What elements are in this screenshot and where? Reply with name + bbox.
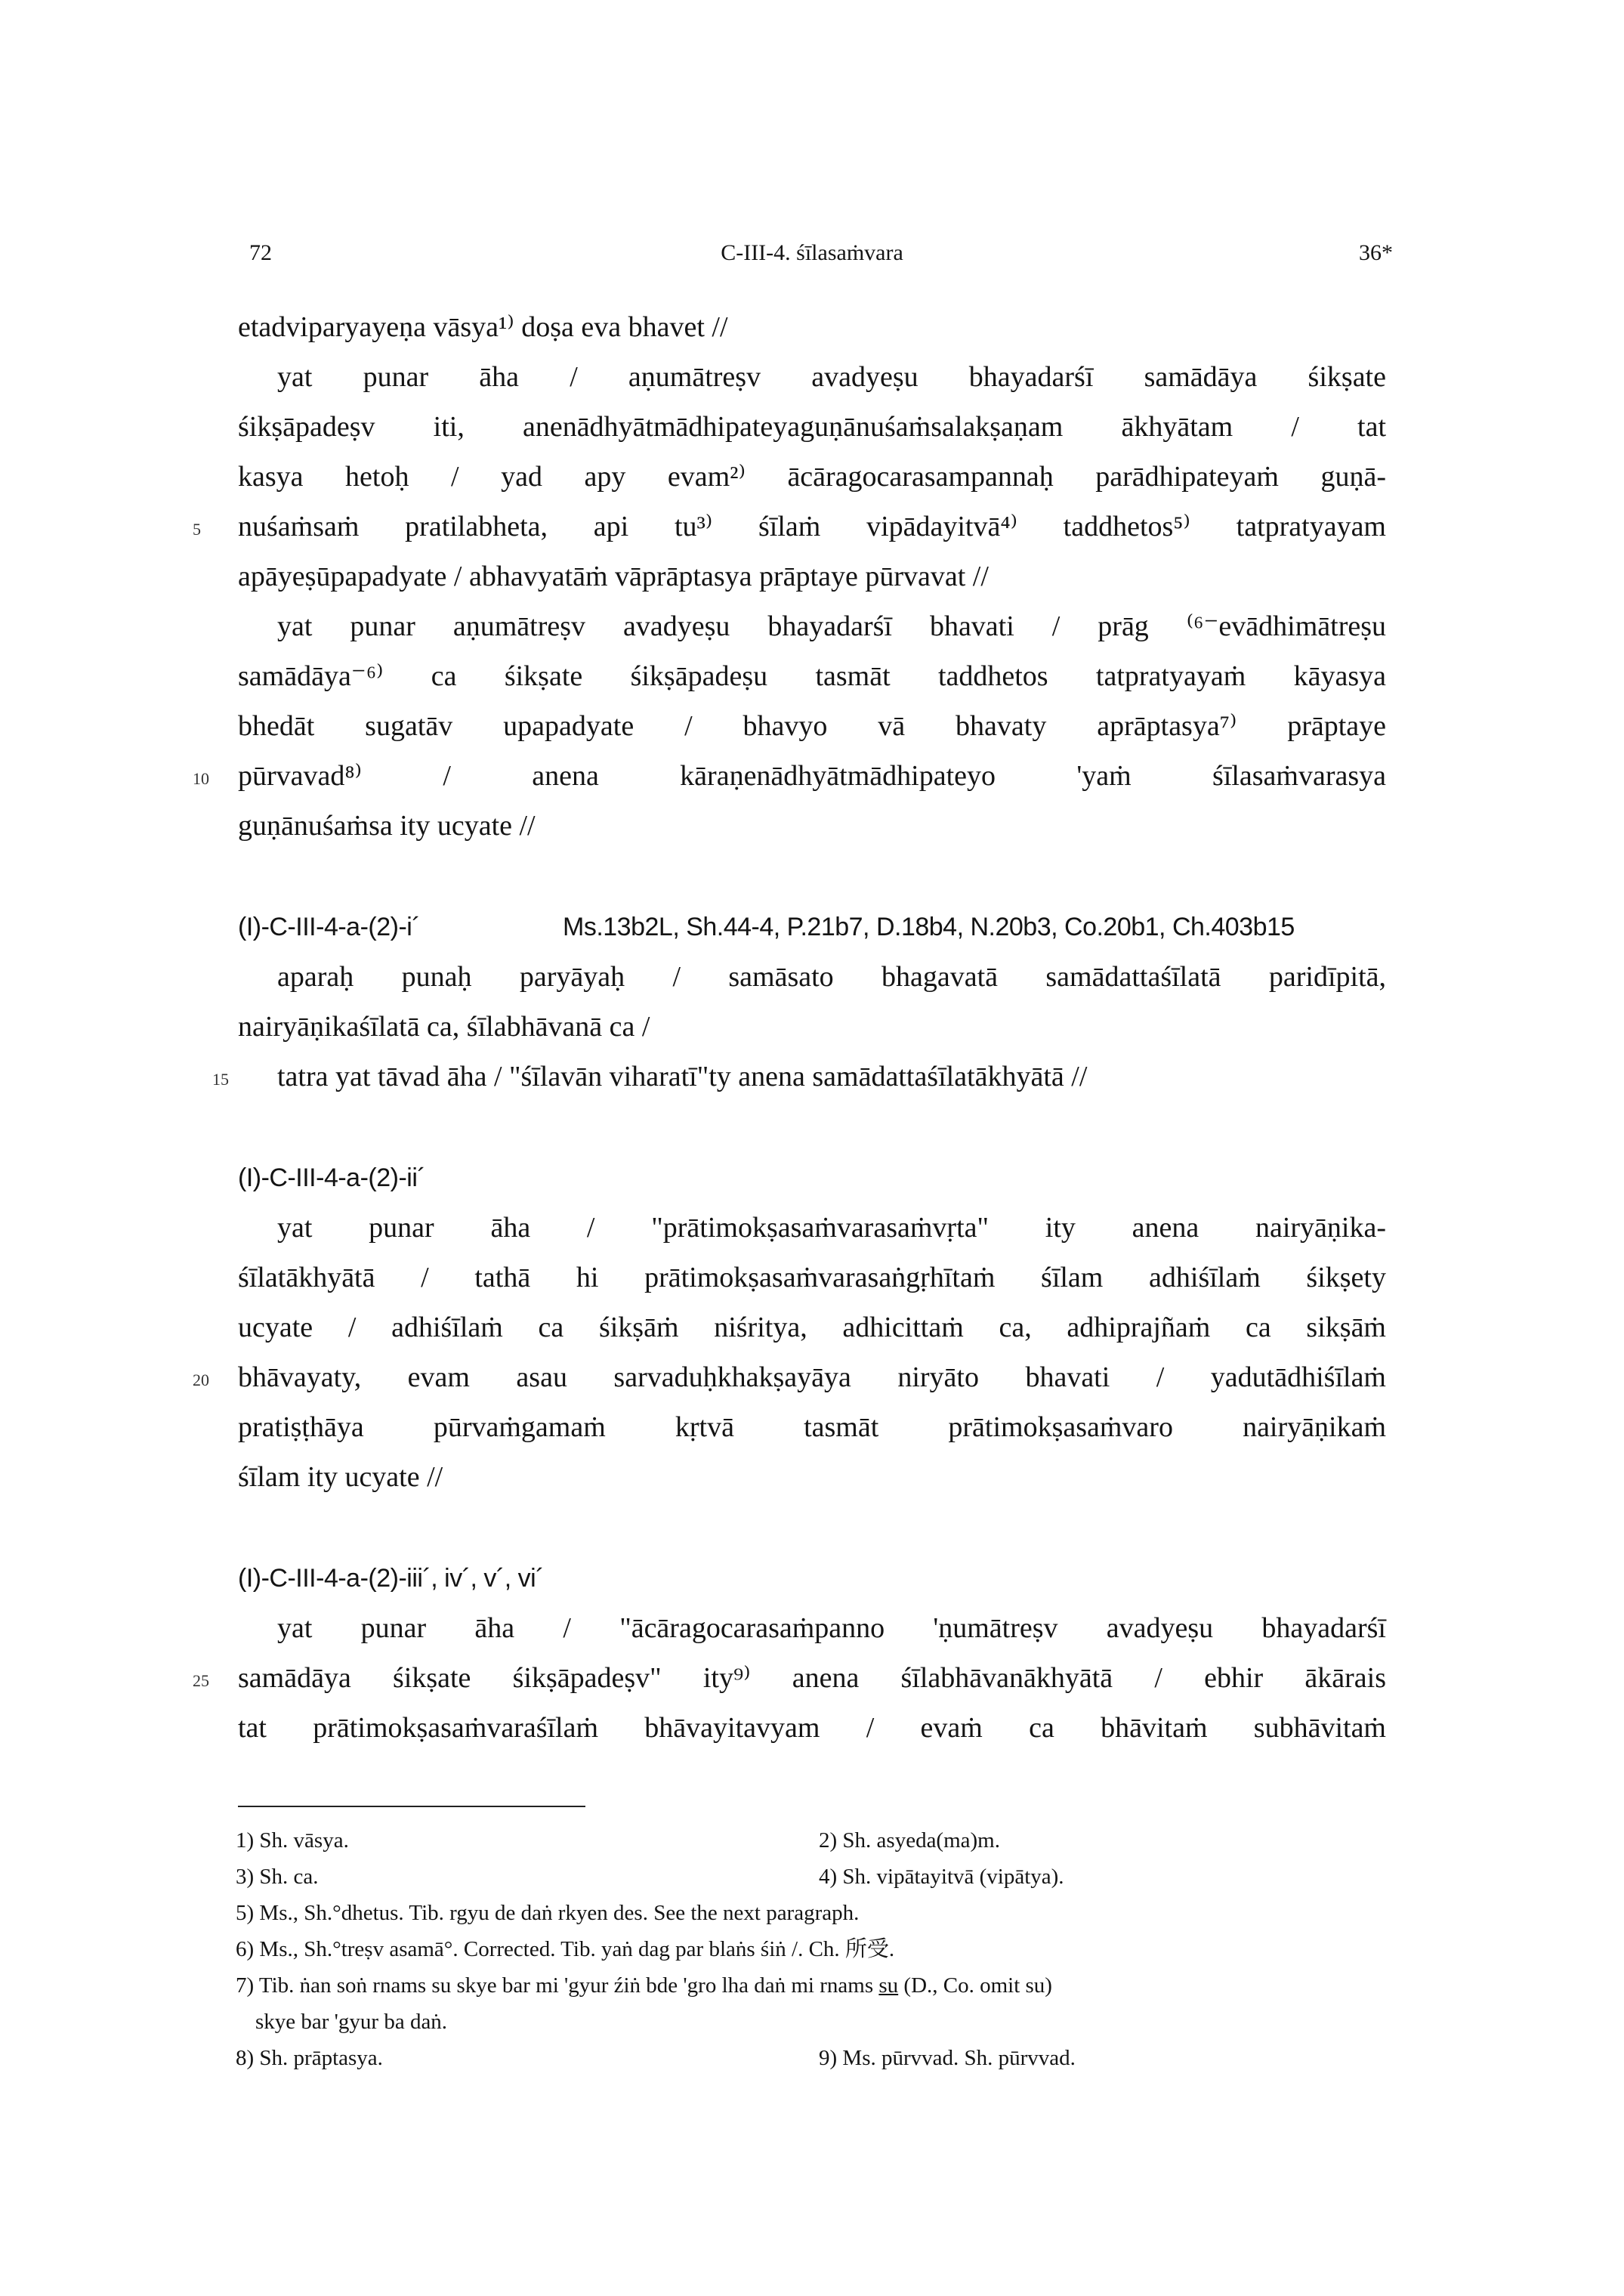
text-line: 20 bhāvayaty, evam asau sarvaduḥkhakṣayāya niryāto bhavati / yadutādhiśīlaṁ [238,1352,1386,1402]
footnote-8: 8) Sh. prāptasya. [236,2046,383,2070]
text-line: kasya hetoḥ / yad apy evam²⁾ ācāragocarasampannaḥ parādhipateyaṁ guṇā- [238,461,1386,493]
text-line: 5 nuśaṁsaṁ pratilabheta, api tu³⁾ śīlaṁ vipādayitvā⁴⁾ taddhetos⁵⁾ tatpratyayam [238,502,1386,552]
main-text [193,302,1386,1753]
section-reference [238,1153,1386,1203]
line-number: 10 [193,769,209,788]
footnote-row [236,2040,1308,2076]
footnote-5: 5) Ms., Sh.°dhetus. Tib. rgyu de daṅ rkyen des. See the next paragraph. [236,1901,860,1925]
text-line: śīlam ity ucyate // [238,1461,443,1493]
text-line: guṇānuśaṁsa ity ucyate // [238,810,536,842]
text-line: aparaḥ punaḥ paryāyaḥ / samāsato bhagavatā samādattaśīlatā paridīpitā, [277,961,1386,993]
footnote-3: 3) Sh. ca. [236,1865,319,1889]
text-line: yat punar āha / "prātimokṣasaṁvarasaṁvṛta" ity anena nairyāṇika- [277,1212,1386,1244]
text-line: ucyate / adhiśīlaṁ ca śikṣāṁ niśritya, adhicittaṁ ca, adhiprajñaṁ ca sikṣāṁ [238,1312,1386,1343]
running-title: C-III-4. śīlasaṁvara [721,240,903,265]
footnotes [236,1822,1308,2076]
footnote-row [236,1859,1308,1895]
footnote-rule [238,1806,585,1807]
text-line: apāyeṣūpapadyate / abhavyatāṁ vāprāptasya prāptaye pūrvavat // [238,561,989,592]
section-reference [238,902,1386,952]
section-label: (I)-C-III-4-a-(2)-iii´, iv´, v´, vi´ [238,1564,545,1593]
line-number: 20 [193,1370,209,1389]
running-header [0,240,1624,278]
text-line: nairyāṇikaśīlatā ca, śīlabhāvanā ca / [238,1011,650,1043]
text-line: bhedāt sugatāv upapadyate / bhavyo vā bhavaty aprāptasya⁷⁾ prāptaye [238,710,1386,742]
folio-number: 36* [1359,240,1393,265]
text-line: yat punar āha / "ācāragocarasaṁpanno 'ṇumātreṣv avadyeṣu bhayadarśī [277,1612,1386,1644]
footnote-1: 1) Sh. vāsya. [236,1828,349,1853]
footnote-2: 2) Sh. asyeda(ma)m. [819,1828,1000,1853]
text-line: śikṣāpadeṣv iti, anenādhyātmādhipateyaguṇānuśaṁsalakṣaṇam ākhyātam / tat [238,411,1386,443]
footnote-7: 7) Tib. ṅan soṅ rnams su skye bar mi 'gyur źiṅ bde 'gro lha daṅ mi rnams su (D., Co. omit su) skye bar 'gyur ba daṅ. [236,1973,1052,2034]
footnote-row [236,1822,1308,1859]
text-line: 25 samādāya śikṣate śikṣāpadeṣv" ity⁹⁾ anena śīlabhāvanākhyātā / ebhir ākārais [238,1653,1386,1703]
line-number: 15 [212,1070,229,1089]
footnote-4: 4) Sh. vipātayitvā (vipātya). [819,1865,1064,1889]
text-line: samādāya⁻⁶⁾ ca śikṣate śikṣāpadeṣu tasmāt taddhetos tatpratyayaṁ kāyasya [238,660,1386,692]
source-references: Ms.13b2L, Sh.44-4, P.21b7, D.18b4, N.20b3, Co.20b1, Ch.403b15 [563,913,1295,941]
footnote-9: 9) Ms. pūrvvad. Sh. pūrvvad. [819,2046,1076,2070]
text-line: pratiṣṭhāya pūrvaṁgamaṁ kṛtvā tasmāt prātimokṣasaṁvaro nairyāṇikaṁ [238,1411,1386,1443]
line-number: 25 [193,1671,209,1690]
text-line: 10 pūrvavad⁸⁾ / anena kāraṇenādhyātmādhipateyo 'yaṁ śīlasaṁvarasya [238,751,1386,801]
page-number: 72 [249,240,272,265]
section-reference [238,1553,1386,1603]
section-label: (I)-C-III-4-a-(2)-ii´ [238,1163,426,1192]
text-line: śīlatākhyātā / tathā hi prātimokṣasaṁvarasaṅgṛhītaṁ śīlam adhiśīlaṁ śikṣety [238,1262,1386,1293]
section-label: (I)-C-III-4-a-(2)-i´ [238,913,421,941]
text-line: tat prātimokṣasaṁvaraśīlaṁ bhāvayitavyam / evaṁ ca bhāvitaṁ subhāvitaṁ [238,1712,1386,1744]
text-line: yat punar aṇumātreṣv avadyeṣu bhayadarśī bhavati / prāg ⁽⁶⁻evādhimātreṣu [277,610,1386,642]
footnote-6: 6) Ms., Sh.°treṣv asamā°. Corrected. Tib. yaṅ dag par blaṅs śiṅ /. Ch. 所受. [236,1937,895,1961]
text-line: etadviparyayeṇa vāsya¹⁾ doṣa eva bhavet // [238,311,728,343]
line-number: 5 [193,520,201,539]
text-line: yat punar āha / aṇumātreṣv avadyeṣu bhayadarśī samādāya śikṣate [277,361,1386,393]
text-line: 15 tatra yat tāvad āha / "śīlavān viharatī"ty anena samādattaśīlatākhyātā // [238,1052,1386,1102]
